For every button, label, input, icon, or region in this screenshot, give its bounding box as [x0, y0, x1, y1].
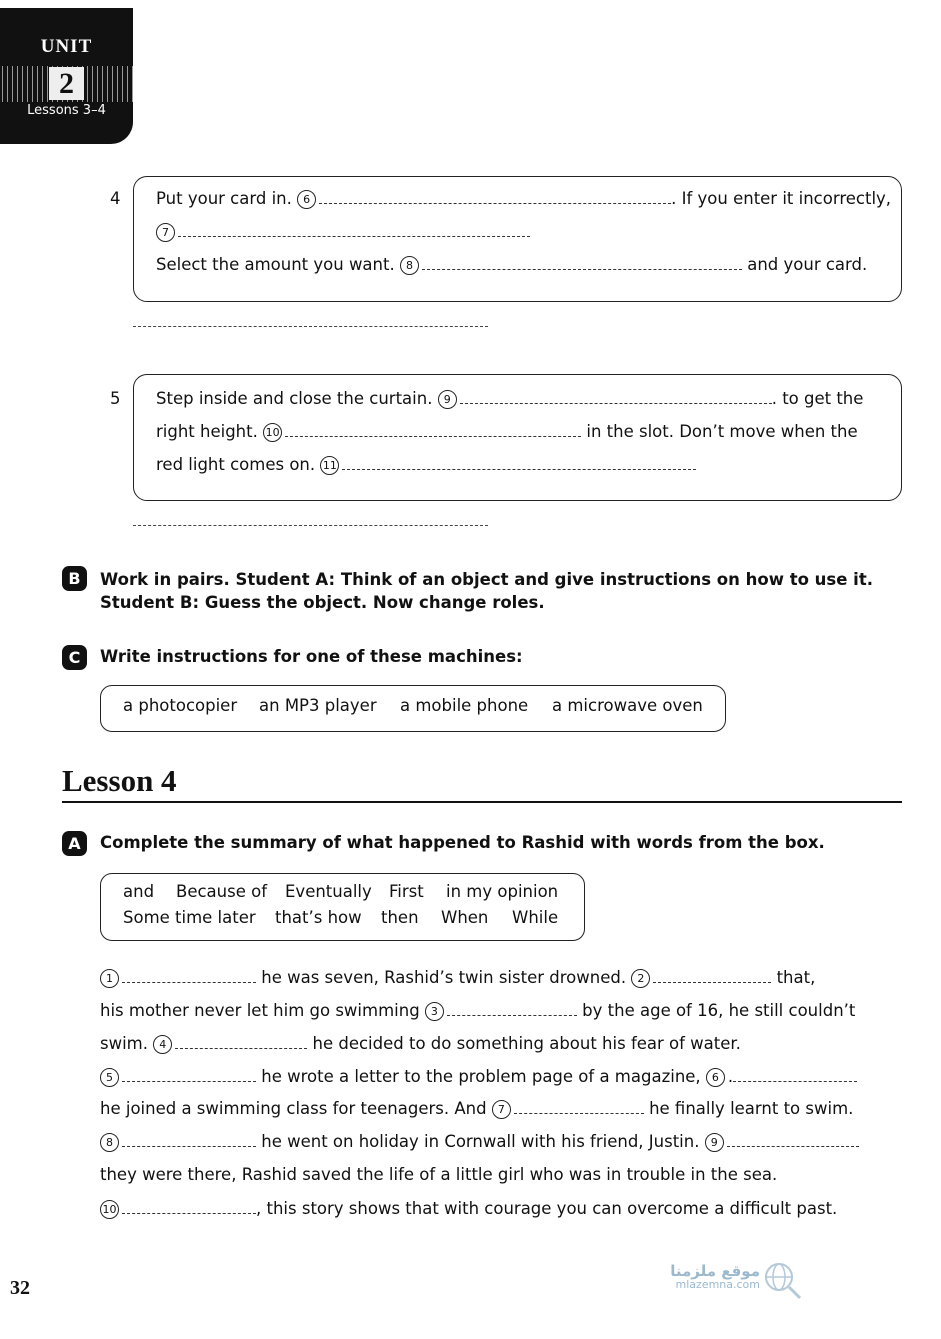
unit-number: 2 [0, 66, 133, 102]
word-and: and [123, 882, 155, 901]
watermark-arabic: موقع ملزمنا [670, 1262, 760, 1280]
summary-blank-2[interactable] [653, 981, 771, 983]
machine-photocopier: a photocopier [123, 696, 238, 715]
section-a-bullet: A [62, 831, 87, 856]
answer-line-4 [133, 326, 488, 327]
ex4-line1: Put your card in. 6 . If you enter it incorrectly, [156, 189, 892, 208]
unit-label: UNIT [40, 36, 93, 57]
blank-number-s1: 1 [100, 969, 119, 988]
page-number: 32 [10, 1277, 30, 1299]
blank-number-11: 11 [320, 456, 339, 475]
summary-blank-6[interactable] [733, 1080, 857, 1082]
blank-number-s2: 2 [631, 969, 650, 988]
machine-mp3-player: an MP3 player [259, 696, 377, 715]
summary-blank-10[interactable] [122, 1212, 256, 1214]
word-eventually: Eventually [285, 882, 372, 901]
word-first: First [389, 882, 424, 901]
blank-number-s7: 7 [492, 1100, 511, 1119]
word-when: When [441, 908, 489, 927]
word-in-my-opinion: in my opinion [446, 882, 559, 901]
ex4-line3: Select the amount you want. 8 and your card. [156, 255, 868, 274]
word-because-of: Because of [176, 882, 268, 901]
summary-blank-3[interactable] [447, 1014, 577, 1016]
blank-number-6: 6 [297, 190, 316, 209]
summary-line-2: his mother never let him go swimming 3 by the age of 16, he still couldn’t [100, 1001, 856, 1020]
lessons-label: Lessons 3–4 [27, 103, 106, 118]
word-thats-how: that’s how [275, 908, 362, 927]
summary-blank-5[interactable] [122, 1080, 256, 1082]
unit-tab [0, 8, 133, 144]
word-then: then [381, 908, 419, 927]
summary-blank-7[interactable] [514, 1112, 644, 1114]
lesson-4-title: Lesson 4 [62, 763, 177, 798]
machine-mobile-phone: a mobile phone [400, 696, 529, 715]
watermark-latin: mlazemna.com [675, 1278, 760, 1291]
exercise-4-number: 4 [110, 189, 121, 208]
summary-line-4: 5 he wrote a letter to the problem page of a magazine, 6 . [100, 1067, 857, 1087]
blank-number-s8: 8 [100, 1133, 119, 1152]
summary-blank-8[interactable] [122, 1145, 256, 1147]
summary-line-3: swim. 4 he decided to do something about his fear of water. [100, 1034, 741, 1053]
machine-microwave-oven: a microwave oven [552, 696, 703, 715]
summary-line-7: they were there, Rashid saved the life of a little girl who was in trouble in the sea. [100, 1165, 778, 1184]
ex5-line1: Step inside and close the curtain. 9 . to get the [156, 389, 864, 408]
summary-line-6: 8 he went on holiday in Cornwall with his friend, Justin. 9 [100, 1132, 859, 1152]
word-some-time-later: Some time later [123, 908, 256, 927]
answer-line-5 [133, 525, 488, 526]
watermark [640, 1262, 760, 1291]
section-c-bullet: C [62, 645, 87, 670]
blank-11[interactable] [342, 468, 696, 470]
blank-number-s5: 5 [100, 1068, 119, 1087]
blank-6[interactable] [319, 202, 671, 204]
section-b-instructions: Work in pairs. Student A: Think of an object and give instructions on how to use it. Student B: Guess the object. Now change roles. [100, 570, 873, 612]
blank-7[interactable] [178, 235, 530, 237]
section-b-bullet: B [62, 566, 87, 591]
blank-number-9: 9 [438, 390, 457, 409]
summary-line-5: he joined a swimming class for teenagers. And 7 he finally learnt to swim. [100, 1099, 854, 1118]
summary-line-8: 10 , this story shows that with courage you can overcome a difficult past. [100, 1199, 837, 1219]
lesson-4-rule [62, 801, 902, 803]
ex4-line2 [156, 222, 530, 242]
summary-blank-4[interactable] [175, 1047, 307, 1049]
blank-number-10: 10 [263, 423, 282, 442]
blank-number-7: 7 [156, 223, 175, 242]
section-c-instructions: Write instructions for one of these machines: [100, 647, 523, 666]
section-a-instructions: Complete the summary of what happened to Rashid with words from the box. [100, 833, 825, 852]
blank-number-s3: 3 [425, 1002, 444, 1021]
blank-number-s9: 9 [705, 1133, 724, 1152]
summary-blank-9[interactable] [727, 1145, 859, 1147]
word-while: While [512, 908, 559, 927]
blank-8[interactable] [422, 268, 742, 270]
blank-number-s6: 6 [706, 1068, 725, 1087]
globe-search-icon [762, 1260, 804, 1306]
blank-10[interactable] [285, 435, 581, 437]
ex5-line3: red light comes on. 11 [156, 455, 696, 475]
blank-number-8: 8 [400, 256, 419, 275]
exercise-5-number: 5 [110, 389, 121, 408]
blank-number-s4: 4 [153, 1035, 172, 1054]
ex5-line2: right height. 10 in the slot. Don’t move when the [156, 422, 858, 441]
blank-9[interactable] [460, 402, 772, 404]
blank-number-s10: 10 [100, 1200, 119, 1219]
summary-blank-1[interactable] [122, 981, 256, 983]
summary-line-1: 1 he was seven, Rashid’s twin sister drowned. 2 that, [100, 968, 815, 988]
